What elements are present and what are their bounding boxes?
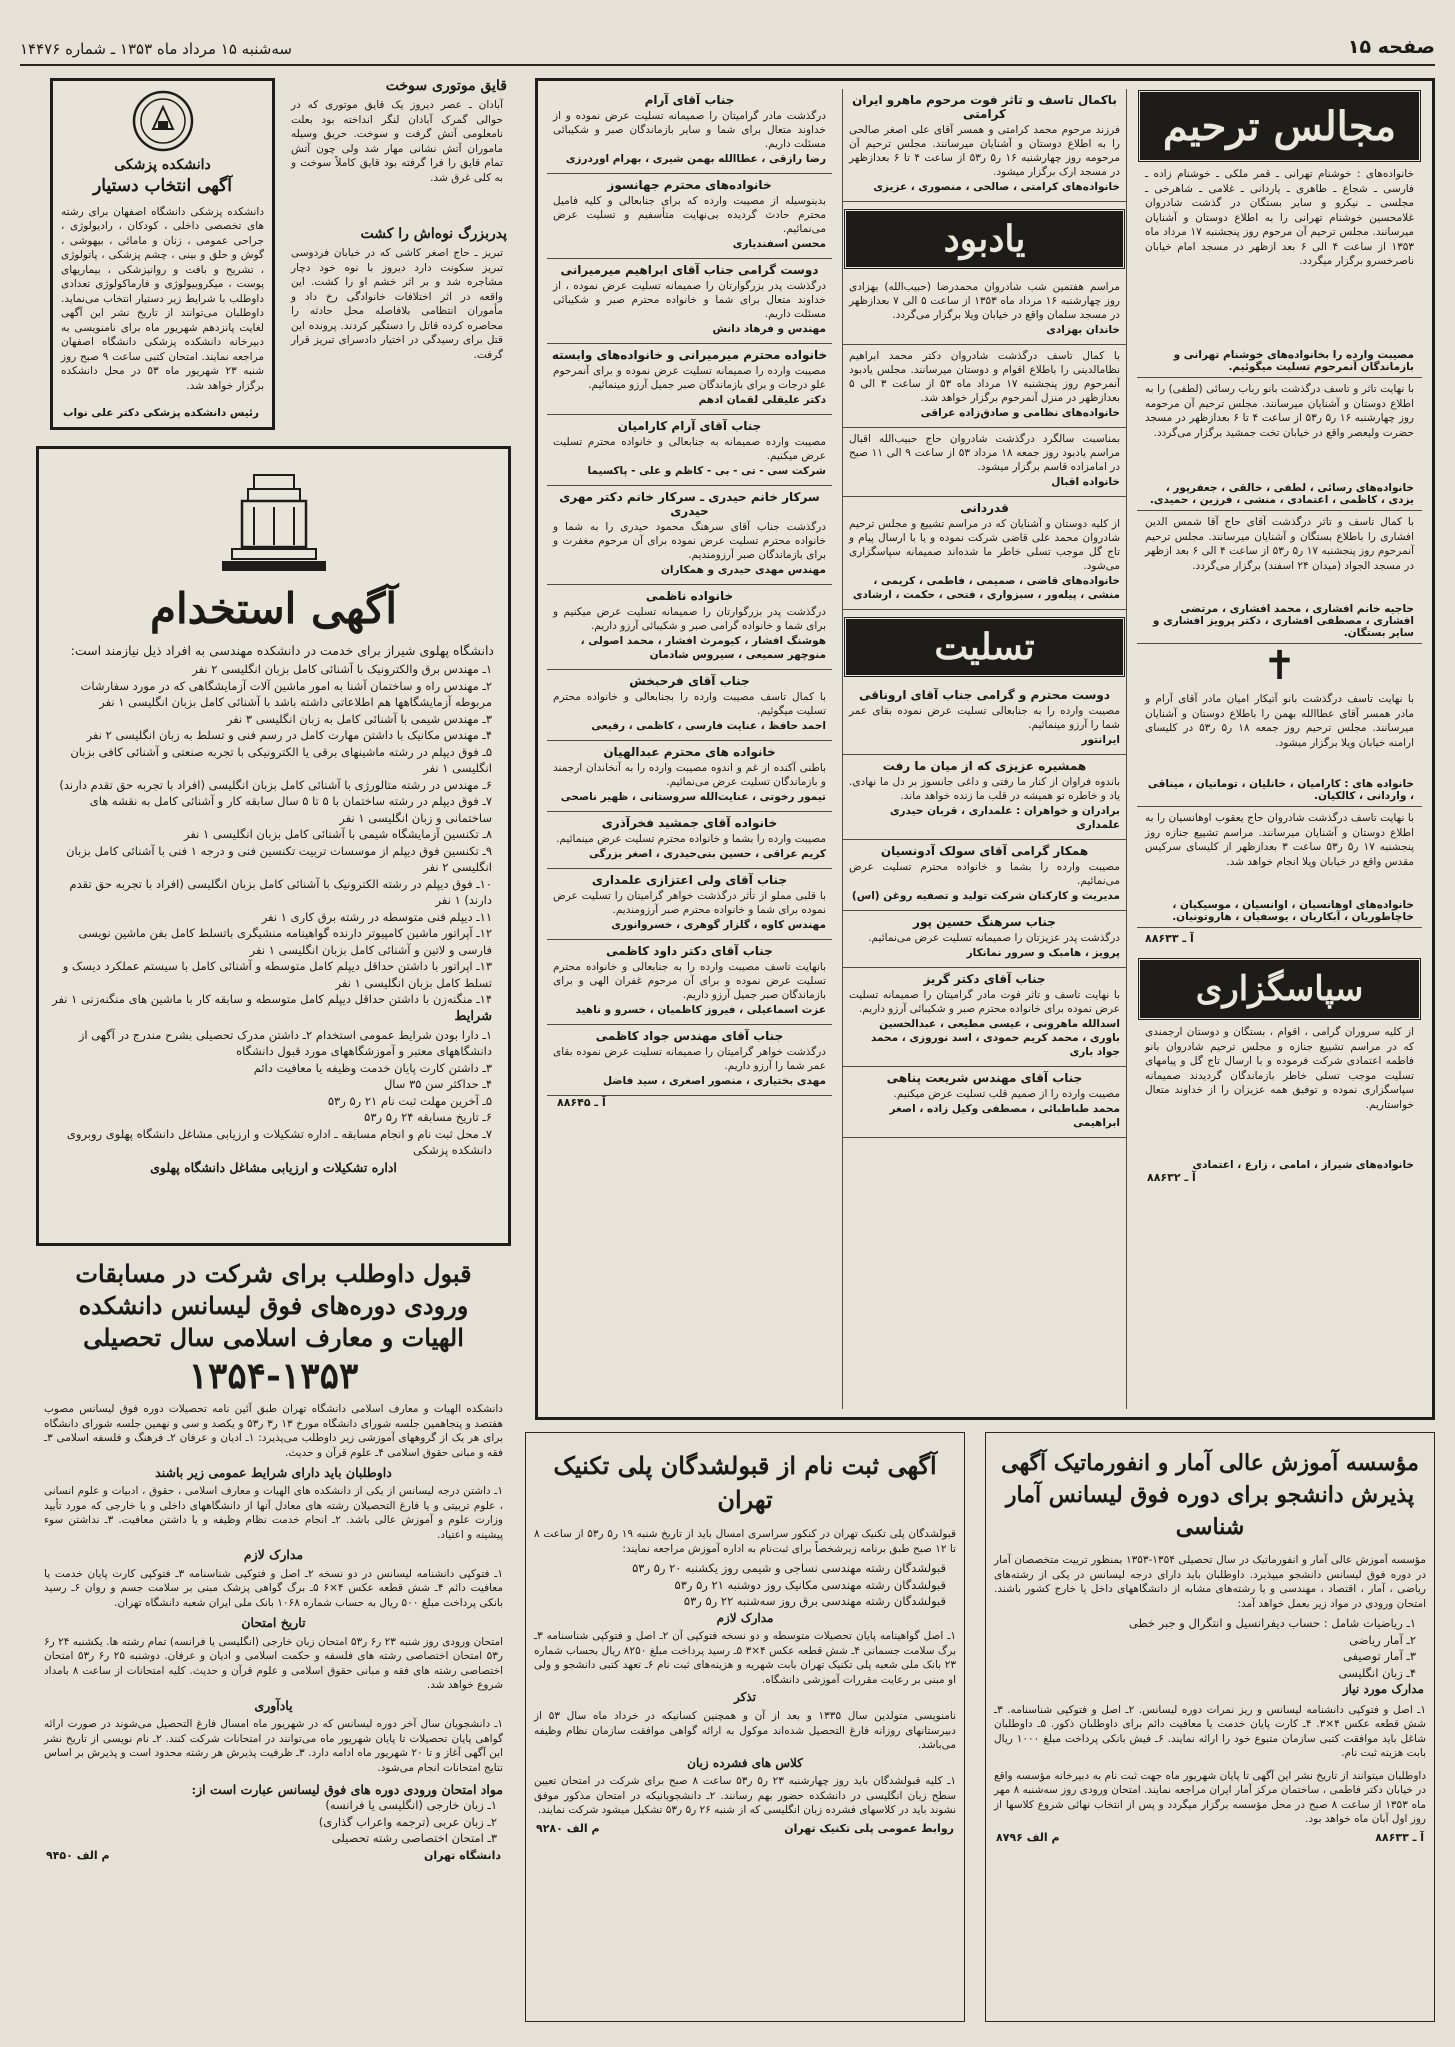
memorial-list (547, 89, 832, 1096)
pahlavi-emblem (39, 449, 508, 581)
notice-title: جناب آقای آرام (644, 93, 735, 107)
university-emblem (53, 81, 272, 153)
notice-title: جناب سرهنگ حسین پور (913, 915, 1056, 929)
subject-item: ۲ـ آمار ریاضی (1349, 1632, 1416, 1647)
condolence-notice (843, 755, 1126, 840)
notice-title: خانواده های محترم عبدالهیان (603, 745, 776, 759)
position-item: ۴ـ مهندس مکانیک با داشتن مهارت کامل در رسم فنی و تسلط به زبان انگلیسی ۲ نفر (86, 728, 492, 743)
statistics-docs: ۱ـ اصل و فتوکپی دانشنامه لیسانس و ریز نمرات دوره لیسانس. ۲ـ اصل و فتوکپی شناسنامه. ۳ـ شش قطعه عکس ۴×۳. ۴ـ کارت پایان خدمت یا معافیت دائم برای داوطلبان ذکور. ۵ـ داوطلبان شاغل باید موافقت کتبی سازمان متبوع خود را ارائه نمایند. ۶ـ فیش بانکی پرداخت مبلغ ۱۰۰۰ ریال بابت هزینه ثبت نام. (994, 1703, 1426, 1760)
notice-body: مصیبت وارده را بشما و خانواده محترم تسلیت عرض می‌نمائیم. (849, 861, 1120, 887)
position-item: ۱۲ـ آپراتور ماشین کامپیوتر دارنده گواهینامه منشیگری باتسلط کامل بفن ماشین نویسی فارسی و لاتین و آشنائی کامل بزبان انگلیسی ۱ نفر (78, 926, 492, 957)
news-title-1: قایق موتوری سوخت (385, 78, 507, 94)
cross-icon: ✝ (1262, 643, 1297, 689)
notice-sign: محمد طباطبائی ، مصطفی وکیل زاده ، اصغر ابراهیمی (889, 1103, 1120, 1129)
statistics-footer-left: م الف ۸۷۹۶ (996, 1830, 1060, 1844)
banner-yadbood: یادبود (843, 208, 1126, 270)
tarhim-fifth-families: خانواده‌های اوهانسیان ، اوانسیان ، موسیکیان ، خاچاطوریان ، آبکاریان ، یوسفیان ، هاروتونیان. (1137, 899, 1422, 928)
notice-sign: محسن اسفندیاری (732, 238, 826, 250)
notice-sign: مهدی بختیاری ، منصور اصغری ، سید فاضل (603, 1075, 826, 1087)
position-item: ۲ـ مهندس راه و ساختمان آشنا به امور ماشین آلات آزمایشگاهی که در مورد سفارشات مربوطه آزمایشگاهها هم اطلاعاتی داشته باشد با آشنائی کامل بزبان انگلیسی ۱ نفر (80, 678, 492, 710)
thanks-notice (843, 497, 1126, 610)
condition-item: ۴ـ حداکثر سن ۳۵ سال (383, 1077, 492, 1092)
notice-title: همکار گرامی آقای سولک آدونسیان (880, 844, 1089, 858)
news-body-1: آبادان ـ عصر دیروز یک قایق موتوری که در حوالی گمرک آبادان لنگر انداخته بود بعلت نامعلومی آتش گرفت و سوخت. حریق وسیله ماموران آتش نشانی مهار شد ولی چون آتش تمام قایق را فرا گرفته بود قایق کاملاً سوخت و به کلی غرق شد. (291, 99, 503, 184)
ad-signature: رئیس دانشکده پزشکی دکتر علی نواب (63, 406, 259, 419)
notice-sign: خانواده‌های کرامتی ، صالحی ، منصوری ، عزیزی (873, 181, 1120, 193)
notice-body: با نهایت تاسف و تاثر فوت مادر گرامیتان را صمیمانه تسلیت عرض نموده برای خانواده محترم صبر و شکیبائی آرزو داریم. (849, 989, 1120, 1015)
notice-sign: مدیریت و کارکنان شرکت تولید و تصفیه روغن (اس) (851, 890, 1120, 902)
exam-subjects (36, 1797, 511, 1847)
exam-title: مواد امتحان ورودی دوره های فوق لیسانس عبارت است از: (191, 1782, 503, 1797)
section-title: داوطلبان باید دارای شرایط عمومی زیر باشند (155, 1465, 392, 1480)
notice-body: مصیبت وارده را از صمیم قلب تسلیت عرض میکنیم. (893, 1088, 1120, 1100)
position-item: ۱ـ مهندس برق والکترونیک با آشنائی کامل بزبان انگلیسی ۲ نفر (192, 662, 492, 677)
condolence-notice (547, 486, 832, 585)
tarhim-intro: خانواده‌های : خوشنام تهرانی ـ قمر ملکی ـ خوشنام زاده ـ فارسی ـ شجاع ـ طاهری ـ یاردانی ـ غلامی ـ شاهرخی ـ مجلسی ـ نیکرو و سایر بستگان در گذشت شادروان غلامحسین خوشنام تهرانی را به اطلاع دوستان و آشنایان میرسانند. مجلس ترحیم آن مرحوم روز پنجشنبه ۱۷ مرداد ماه ۱۳۵۳ از ساعت ۴ الی ۶ بعد ازظهر در مسجد امام خیابان ناصرخسرو برگزار میگردد. (1145, 168, 1415, 267)
condolence-notice (843, 968, 1126, 1067)
sepasgozari-family: خانواده‌های شیراز ، امامی ، زارع ، اعتمادی (1192, 1159, 1414, 1171)
notice-body: فرزند مرحوم محمد کرامتی و همسر آقای علی اصغر صالحی را به اطلاع دوستان و آشنایان میرسانند. مجلس ترحیم آن مرحومه روز چهارشنبه ۱۶ ر۵ ر۵۳ از ساعت ۴ تا ۶ بعدازظهر در مسجد ارک برگزار میشود. (849, 124, 1120, 178)
elahiat-intro: دانشکده الهیات و معارف اسلامی دانشگاه تهران طبق آئین نامه تحصیلات دوره فوق لیسانس مصوب هفتصد و پنجاهمین جلسه شورای دانشگاه مورخ ۱۳ ر۳ ر۵۳ و یکصد و سی و نهمین جلسه شورای دانشگاه برای هر یک از گروههای آموزشی زیر داوطلب می‌پذیرد: ۱ـ ادیان و عرفان ۲ـ فرهنگ و فلسفه اسلامی ۳ـ فقه و مبانی حقوق اسلامی ۴ـ علوم قرآن و حدیث. (44, 1403, 504, 1459)
notice-body: باطنی آکنده از غم و اندوه مصیبت وارده را به آنخاندان ارجمند و بازماندگان تسلیت عرض می‌نمائیم. (553, 762, 826, 788)
notice-title: خانواده ناظمی (645, 589, 734, 603)
condolence-notice (843, 1067, 1126, 1138)
statistics-footer-right: آ ـ ۸۸۶۳۳ (1375, 1830, 1424, 1844)
section-body: امتحان ورودی روز شنبه ۲۳ ر۶ ر۵۳ امتحان زبان خارجی (انگلیسی یا فرانسه) تمام رشته ها. یکشنبه ۲۴ ر۶ ر۵۳ امتحان اختصاصی رشته های فلسفه و حکمت اسلامی و ادیان و عرفان. دوشنبه ۲۵ ر۶ ر۵۳ امتحان اختصاصی رشته های فقه و مبانی حقوق اسلامی و علوم قرآن و حدیث. کلیه امتحانات از ساعت ۸ بامداد شروع خواهد شد. (44, 1635, 503, 1692)
employment-title: آگهی استخدام (149, 584, 398, 633)
employment-signature: اداره تشکیلات و ارزیابی مشاغل دانشگاه پهلوی (150, 1159, 397, 1175)
condolence-notice (547, 940, 832, 1025)
condition-item: ۶ـ تاریخ مسابقه ۲۴ ر۵ ر۵۳ (364, 1110, 492, 1125)
section-body: ۱ـ دانشجویان سال آخر دوره لیسانس که در شهریور ماه امسال فارغ التحصیل می‌شوند در صورت ارائه گواهی پایان تحصیلات تا پایان شهریور ماه می‌توانند در امتحانات شرکت کنند. ۲ـ نام نویسی از تاریخ نشر این آگهی آغاز و تا ۲۰ شهریور ماه ادامه دارد. ۳ـ ظرفیت پذیرش هر رشته محدود است و پذیرش بر اساس نتایج امتحانات انجام می‌شود. (44, 1718, 503, 1774)
condolence-notice (547, 869, 832, 940)
page-label: صفحه ۱۵ (1347, 36, 1435, 58)
notice-sign: ایرانتور (1081, 734, 1120, 746)
statistics-subjects (986, 1615, 1434, 1681)
condolence-notice (547, 741, 832, 812)
position-item: ۱۱ـ دیپلم فنی متوسطه در رشته برق کاری ۱ نفر (261, 909, 492, 924)
yadbood-second-family: خانواده‌های نظامی و صادق‌زاده عراقی (920, 407, 1120, 419)
news-title-2: پدربزرگ نوه‌اش را کشت (360, 226, 507, 243)
obituary-section (535, 78, 1435, 1420)
tarhim-third: با کمال تاسف و تاثر درگذشت آقای حاج آقا شمس الدین افشاری را باطلاع بستگان و آشنایان میرسانند. مجلس ترحیم آنمرحوم روز پنجشنبه ۱۷ ر۵ ر۵۳ از ساعت ۴ الی ۶ بعد ازظهر در مسجد الجواد (میدان ۲۴ اسفند) برگزار می‌گردد. (1145, 516, 1414, 572)
position-item: ۱۴ـ منگنه‌زن با داشتن حداقل دیپلم کامل متوسطه و سابقه کار با ماشین های منگنه‌زنی ۱ نفر (52, 992, 492, 1007)
notice-title: دوست گرامی جناب آقای ابراهیم میرمیرانی (560, 263, 819, 277)
banner-sepasgozari: سپاسگزاری (1137, 957, 1422, 1021)
notice-sign: رضا رازقی ، عطاالله بهمن شیری ، بهرام اوردرزی (565, 153, 826, 165)
notice-body: درگذشت مادر گرامیتان را صمیمانه تسلیت عرض نموده و از خداوند متعال برای شما و سایر بازماندگان صبر و شکیبائی مسئلت داریم. (553, 110, 826, 150)
condolence-notice (547, 174, 832, 259)
notice-title: دوست محترم و گرامی جناب آقای اروناقی (858, 688, 1111, 702)
tarhim-column (1137, 89, 1422, 1409)
notice-body: با کمال تاسف مصیبت وارده را بجنابعالی و خانواده محترم تسلیت میگوئیم. (553, 691, 826, 717)
statistics-closing: داوطلبان میتوانند از تاریخ نشر این آگهی تا پایان شهریور ماه جهت ثبت نام به دبیرخانه مؤسسه واقع در خیابان دکتر فاطمی ، ساختمان مرکز آمار ایران مراجعه نمایند. امتحان ورودی روز سه‌شنبه ۸ مهر ماه ۱۳۵۳ از ساعت ۸ صبح در محل مؤسسه برگزار میگردد و پس از انتخاب نهائی شروع کلاسها از روز اول آبان ماه خواهد بود. (994, 1769, 1427, 1826)
polytechnic-docs: ۱ـ اصل گواهینامه پایان تحصیلات متوسطه و دو نسخه فتوکپی آن ۲ـ اصل و فتوکپی شناسنامه ۳ـ برگ سلامت جسمانی ۴ـ شش قطعه عکس ۴×۳ ۵ـ رسید پرداخت مبلغ ۸۲۵۰ ریال بحساب شماره ۲۳ بانک ملی شعبه پلی تکنیک تهران بابت شهریه و هزینه‌های ثبت نام ۶ـ تعهد کتبی دانشجو و ولی او مبنی بر رعایت مقررات آموزشی دانشگاه. (534, 1630, 957, 1686)
polytechnic-note-title: تذکر (734, 1690, 756, 1705)
notice-sign: هوشنگ افشار ، کیومرث افشار ، محمد اصولی ، منوچهر سمیعی ، سیروس شادمان (580, 635, 826, 661)
statistics-docs-title: مدارک مورد نیاز (1342, 1682, 1424, 1696)
schedule-item: قبولشدگان رشته مهندسی برق روز سه‌شنبه ۲۲ ر۵ ر۵۳ (683, 1594, 946, 1608)
schedule-item: قبولشدگان رشته مهندسی نساجی و شیمی روز یکشنبه ۲۰ ر۵ ر۵۳ (632, 1561, 946, 1575)
notice-sign: تیمور رخوتی ، عنایت‌الله سروستانی ، ظهیر ناصحی (560, 791, 826, 803)
elahiat-footer-left: م الف ۹۴۵۰ (46, 1848, 110, 1862)
tarhim-third-families: حاجیه خانم افشاری ، محمد افشاری ، مرتضی افشاری ، مصطفی افشاری ، دکتر پرویز افشاری و سایر بستگان. (1137, 603, 1422, 644)
condition-item: ۷ـ محل ثبت نام و انجام مسابقه ـ اداره تشکیلات و ارزیابی مشاغل دانشگاه پهلوی روبروی دانشکده پزشکی (66, 1126, 492, 1158)
condolence-notice (547, 812, 832, 869)
notice-body: باندوه فراوان از کنار ما رفتی و داغی جانسوز بر دل ما نهادی. یاد و خاطره تو همیشه در قلب ما زنده خواهد ماند. (849, 776, 1120, 802)
notice-body: درگذشت جناب آقای سرهنگ محمود حیدری را به شما و خانواده محترم تسلیت عرض نموده برای آن مرحوم مغفرت و برای بازماندگان صبر آرزومندیم. (553, 521, 826, 561)
notice-body: مصیبت وارده را بشما و خانواده محترم تسلیت عرض مینمائیم. (556, 833, 826, 845)
yadbood-family: خاندان بهزادی (1046, 324, 1120, 336)
banner-tasliat: تسلیت (843, 616, 1126, 678)
notice-sign: مهندس و فرهاد دانش (712, 323, 826, 335)
condolence-notice (843, 911, 1126, 968)
yadbood-second: با کمال تاسف درگذشت شادروان دکتر محمد ابراهیم نظامالدینی را باطلاع اقوام و دوستان میرسانند. مجلس یادبود آنمرحوم روز پنجشنبه ۱۷ مرداد ماه ۵۳ از ساعت ۳ الی ۵ بعدازظهر در منزل آنمرحوم برگزار خواهد شد. (849, 350, 1120, 404)
news-column (283, 78, 511, 430)
position-item: ۳ـ مهندس شیمی با آشنائی کامل به زبان انگلیسی ۳ نفر (226, 711, 492, 726)
ad-title: دانشکده پزشکی (114, 157, 211, 173)
polytechnic-footer-code: م الف ۹۲۸۰ (536, 1821, 600, 1835)
tarhim-code: آ ـ ۸۸۶۳۳ (1145, 932, 1194, 945)
notice-body: درگذشت خواهر گرامیتان را صمیمانه تسلیت عرض نموده بقای عمر شما را آرزو داریم. (553, 1046, 826, 1072)
notice-title: باکمال تاسف و تاثر فوت مرحوم ماهرو ایران کرامتی (852, 93, 1117, 121)
thanks-title: قدردانی (960, 501, 1009, 515)
yadbood-body: مراسم هفتمین شب شادروان محمدرضا (حبیب‌الله) بهزادی روز چهارشنبه ۱۶ مرداد ماه ۱۳۵۳ از ساعت ۵ الی ۷ بعدازظهر در مسجد سلمان واقع در خیابان ویلا برگزار می‌گردد. (849, 281, 1120, 321)
conditions-title: شرایط (454, 1008, 492, 1024)
memorial-column (547, 89, 832, 1409)
employment-conditions (39, 1027, 508, 1159)
news-body-2: تبریز ـ حاج اصغر کاشی که در خیابان فردوسی تبریز سکونت دارد دیروز با نوه خود دچار مشاجره شد و بر اثر خشم او را کشت. این واقعه در اثر اختلافات خانوادگی رخ داد و مأموران انتظامی بلافاصله محل حادثه را محاصره کرده قاتل را دستگیر کردند. پرونده این قتل برای رسیدگی در اختیار دادسرای تبریز قرار گرفت. (291, 247, 503, 361)
yadbood-third-family: خانواده اقبال (1051, 476, 1120, 488)
polytechnic-title: آگهی ثبت نام از قبولشدگان پلی تکنیک تهران (553, 1451, 937, 1514)
notice-title: سرکار خانم حیدری ـ سرکار خانم دکتر مهری حیدری (559, 490, 820, 518)
employment-ad (36, 446, 511, 1246)
statistics-footer (986, 1831, 1434, 1844)
yadbood-notice (843, 345, 1126, 428)
condolence-notice (843, 684, 1126, 755)
notice-body: بدینوسیله از مصیبت وارده که برای جنابعالی و کلیه فامیل محترم حادث گردیده بی‌نهایت متأسفیم و تسلیت عرض می‌نمائیم. (553, 195, 826, 235)
polytechnic-intro: قبولشدگان پلی تکنیک تهران در کنکور سراسری امسال باید از تاریخ شنبه ۱۹ ر۵ ر۵۳ از ساعت ۸ تا ۱۲ صبح طبق برنامه زیرشخصاً برای ثبت‌نام به اداره آموزش مراجعه نمایند: (534, 1528, 956, 1555)
polytechnic-docs-title: مدارک لازم (716, 1610, 774, 1625)
notice-body: مصیبت وارده را صمیمانه تسلیت عرض نموده و برای آنمرحوم علو درجات و برای بازماندگان صبر جمیل آرزو مینمائیم. (553, 365, 826, 391)
condolence-notice (547, 415, 832, 486)
notice-sign: مهندس مهدی حیدری و همکاران (660, 564, 826, 576)
notice-sign: شرکت سی - تی - بی - کاظم و علی - پاکسیما (587, 465, 826, 477)
notice-title: جناب آقای آرام کارامیان (617, 419, 762, 433)
notice-title: خانواده‌های محترم جهانسوز (607, 178, 772, 192)
condolence-notice (547, 344, 832, 415)
ad-subtitle: آگهی انتخاب دستیار (93, 176, 232, 197)
subject-item: ۳ـ آمار توصیفی (1342, 1649, 1416, 1663)
notice-body: با قلبی مملو از تأثر درگذشت خواهر گرامیتان را تسلیت عرض نموده برای شما و خانواده محترم صبر آرزومندیم. (553, 890, 826, 916)
position-item: ۱۰ـ فوق دیپلم در رشته الکترونیک با آشنائی کامل بزبان انگلیسی (افراد با تجربه حق تقدم دارند) ۱ نفر (69, 876, 492, 908)
notice-title: خانواده آقای جمشید فخرآذری (601, 816, 778, 830)
subject-item: ۱ـ ریاضیات شامل : حساب دیفرانسیل و انتگرال و جبر خطی (1128, 1616, 1416, 1630)
condolence-notice (547, 670, 832, 741)
position-item: ۵ـ فوق دیپلم در رشته ماشینهای برقی یا الکترونیکی با تجربه صنعتی و آشنائی کافی بزبان انگلیسی ۱ نفر (70, 744, 492, 776)
polytechnic-schedule (526, 1560, 964, 1610)
memorial-code: آ ـ ۸۸۶۴۵ (557, 1096, 606, 1109)
sepasgozari-body: از کلیه سروران گرامی ، اقوام ، بستگان و دوستان ارجمندی که در مراسم تشییع جنازه و مجلس ترحیم شادروان بانو فاطمه اعتمادی شرکت فرموده و با ارسال تاج گل و پیامهای تسلیت موجب تسلی خاطر بازماندگان گردیدند صمیمانه سپاسگزاری نموده و توفیق همه عزیزان را از خداوند متعال خواستاریم. (1145, 1026, 1414, 1111)
tarhim-closing: مصیبت وارده را بخانواده‌های خوشنام تهرانی و بازماندگان آنمرحوم تسلیت میگوئیم. (1137, 349, 1422, 378)
section-title: تاریخ امتحان (241, 1615, 306, 1631)
position-item: ۱۳ـ اپراتور با داشتن حداقل دیپلم کامل متوسطه و آشنائی کامل با سیستم عملکرد دیسک و تسلط کامل بزبان انگلیسی ۱ نفر (62, 959, 492, 990)
notice-sign: دکتر علیقلی لقمان ادهم (698, 394, 826, 406)
employment-positions (39, 659, 508, 1008)
sepasgozari-code: آ ـ ۸۸۶۳۲ (1147, 1171, 1196, 1184)
position-item: ۶ـ مهندس در رشته متالورژی با آشنائی کامل بزبان انگلیسی (افراد با تجربه حق تقدم دارند) (59, 777, 492, 792)
notice-title: جناب آقای دکتر داود کاظمی (606, 944, 773, 958)
tarhim-second-families: خانواده‌های رسائی ، لطفی ، خالقی ، جعفرپور ، یزدی ، کاظمی ، اعتمادی ، منشی ، فرزین ، حمیدی. (1137, 482, 1422, 511)
notice-body: درگذشت پدر عزیزتان را صمیمانه تسلیت عرض می‌نمائیم. (868, 932, 1120, 944)
statistics-intro: مؤسسه آموزش عالی آمار و انفورماتیک در سال تحصیلی ۱۳۵۴-۱۳۵۳ بمنظور تربیت متخصصان آمار در دوره فوق لیسانس دانشجو میپذیرد. داوطلبان باید دارای درجه لیسانس در یکی از رشته‌های ریاضی ، آمار ، اقتصاد ، مهندسی و یا رشته‌های مشابه از دانشگاههای داخل یا خارج کشور باشند. امتحان ورودی در مواد زیر بعمل خواهد آمد: (994, 1554, 1426, 1610)
schedule-item: قبولشدگان رشته مهندسی مکانیک روز دوشنبه ۲۱ ر۵ ر۵۳ (674, 1577, 946, 1592)
notice-sign: اسدالله ماهرونی ، عیسی مطیعی ، عبدالحسین باوری ، محمد کریم حمودی ، اسد نوروزی ، محمد جواد باری (870, 1018, 1120, 1058)
section-title: مدارک لازم (243, 1547, 304, 1563)
notice-title: جناب آقای ولی اعتزازی علمداری (591, 873, 788, 887)
notice-title: همشیره عزیزی که از میان ما رفت (882, 759, 1087, 773)
condolence-notice (843, 840, 1126, 911)
elahiat-ad (36, 1258, 511, 2013)
polytechnic-footer (526, 1822, 964, 1835)
condolence-notice (547, 585, 832, 670)
tarhim-second: با نهایت تاثر و تاسف درگذشت بانو رباب رسائی (لطفی) را به اطلاع دوستان و آشنایان میرسانند. مجلس ترحیم آن مرحومه روز چهارشنبه ۱۶ ر۵ ر۵۳ از ساعت ۴ تا ۶ بعدازظهر در مسجد حضرت ولیعصر واقع در خیابان تخت جمشید برگزار می‌گردد. (1145, 383, 1414, 439)
condition-item: ۳ـ داشتن کارت پایان خدمت وظیفه یا معافیت دائم (253, 1060, 492, 1075)
elahiat-year: ۱۳۵۴-۱۳۵۳ (188, 1355, 359, 1397)
condolence-column (842, 89, 1127, 1409)
exam-item: ۳ـ امتحان اختصاصی رشته تحصیلی (331, 1831, 497, 1846)
notice-title: جناب آقای دکتر گریز (923, 972, 1046, 986)
yadbood-third: بمناسبت سالگرد درگذشت شادروان حاج حبیب‌الله اقبال مراسم یادبود روز جمعه ۱۸ مرداد ۵۳ از ساعت ۹ الی ۱۱ صبح در امامزاده قاسم برگزار میشود. (849, 433, 1120, 473)
notice-title: جناب آقای مهندس جواد کاظمی (595, 1029, 784, 1043)
condition-item: ۵ـ آخرین مهلت ثبت نام ۲۱ ر۵ ر۵۳ (327, 1093, 492, 1108)
elahiat-title: قبول داوطلب برای شرکت در مسابقات ورودی دوره‌های فوق لیسانس دانشکده الهیات و معارف اسلامی سال تحصیلی (75, 1259, 472, 1352)
polytechnic-note: نامنویسی متولدین سال ۱۳۳۵ و بعد از آن و همچنین کسانیکه در خرداد ماه سال ۵۳ از دبیرستانهای روزانه فارغ التحصیل شده‌اند موکول به ارائه گواهی موافقت سازمان نظام وظیفه می‌باشد. (534, 1710, 957, 1752)
masthead (20, 36, 1435, 66)
banner-majales-tarhim: مجالس ترحیم (1137, 89, 1422, 163)
polytechnic-class-body: ۱ـ کلیه قبولشدگان باید روز چهارشنبه ۲۳ ر۵ ر۵۳ ساعت ۸ صبح برای شرکت در امتحان تعیین سطح زبان انگلیسی در دانشکده حضور بهم رسانند. ۲ـ دانشجویانیکه در امتحان مذکور موفق نشوند باید در کلاسهای فشرده زبان انگلیسی که از شنبه ۲۶ ر۵ ر۵۳ تشکیل میشود شرکت نمایند. (534, 1775, 956, 1817)
tarhim-fifth: با نهایت تاسف درگذشت شادروان حاج یعقوب اوهانسیان را به اطلاع دوستان و آشنایان میرسانند. مراسم تشییع جنازه روز پنجشنبه ۱۷ ر۵ ر۵۳ ساعت ۳ بعدازظهر از کلیسای سرکیس مقدس واقع در خیابان ویلا انجام خواهد شد. (1145, 812, 1414, 868)
position-item: ۷ـ فوق دیپلم در رشته ساختمان با ۵ تا ۵ سال سابقه کار و آشنائی کامل به نقشه های ساختمانی و زبان انگلیسی ۱ نفر (89, 794, 492, 825)
notice-body: بانهایت تاسف مصیبت وارده را به جنابعالی و خانواده محترم تسلیت عرض نموده و برای آن مرحوم غفران الهی و برای بازماندگان صبر جمیل آرزو داریم. (553, 961, 826, 1001)
thanks-family: خانواده‌های قاضی ، صمیمی ، فاطمی ، کریمی ، منشی ، پیله‌ور ، سبزواری ، فتحی ، حکمت ، ارشادی (852, 575, 1120, 601)
exam-item: ۲ـ زبان عربی (ترجمه واعراب گذاری) (318, 1814, 497, 1829)
section-title: یادآوری (254, 1697, 293, 1713)
position-item: ۹ـ تکنسین فوق دیپلم از موسسات تربیت تکنسین فنی و درجه ۱ فنی با آشنائی کامل بزبان انگلیسی ۲ نفر (66, 843, 492, 875)
notice-sign: کریم عراقی ، حسین بنی‌حیدری ، اصغر بزرگی (588, 848, 826, 860)
statistics-title: مؤسسه آموزش عالی آمار و انفورماتیک آگهی پذیرش دانشجو برای دوره فوق لیسانس آمار شناسی (1001, 1450, 1419, 1540)
notice-title: خانواده محترم میرمیرانی و خانواده‌های وابسته (551, 348, 828, 362)
notice-sign: مهندس کاوه ، گلزار گوهری ، خسروانوری (611, 919, 826, 931)
position-item: ۸ـ تکنسین آزمایشگاه شیمی با آشنائی کامل بزبان انگلیسی ۱ نفر (184, 827, 492, 842)
employment-intro: دانشگاه پهلوی شیراز برای خدمت در دانشکده مهندسی به افراد ذیل نیازمند است: (70, 643, 494, 659)
notice-body: مصیبت وارده صمیمانه به جنابعالی و خانواده محترم تسلیت عرض میکنیم. (553, 436, 826, 462)
condition-item: ۱ـ دارا بودن شرایط عمومی استخدام ۲ـ داشتن مدرک تحصیلی بشرح مندرج در آگهی از دانشگاههای معتبر و آموزشگاههای مورد قبول دانشگاه (78, 1027, 492, 1059)
subject-item: ۴ـ زبان انگلیسی (1338, 1665, 1416, 1680)
section-body: ۱ـ فتوکپی دانشنامه لیسانس در دو نسخه ۲ـ اصل و فتوکپی شناسنامه ۳ـ فتوکپی کارت پایان خدمت یا معافیت دائم ۴ـ شش قطعه عکس ۴×۶ ۵ـ برگ گواهی پزشک مبنی بر سلامت جسم و روان ۶ـ رسید بانکی پرداخت مبلغ ۵۰۰ ریال به حساب شماره ۱۰۶۸ بانک ملی ایران شعبه دانشگاه تهران. (44, 1567, 503, 1609)
notice-title: جناب آقای فرحبخش (629, 674, 750, 688)
section-body: ۱ـ داشتن درجه لیسانس از یکی از دانشکده های الهیات و معارف اسلامی ، حقوق ، ادبیات و علوم انسانی ، علوم تربیتی و یا فارغ التحصیلان رشته های معادل آنها از دانشگاههای داخلی و یا خارجی که مورد تأیید وزارت علوم و آموزش عالی باشد. ۲ـ انجام خدمت نظام وظیفه و یا داشتن معافیت. ۳ـ نداشتن سوء پیشینه و اعتیاد. (44, 1485, 503, 1541)
polytechnic-footer-right: روابط عمومی پلی تکنیک تهران (784, 1821, 954, 1835)
notice-sign: پرویز ، هامبک و سرور نمانکار (966, 947, 1120, 959)
medical-assistant-ad (50, 78, 275, 430)
notice-sign: برادران و خواهران : علمداری ، قربان حیدری علمداری (889, 805, 1120, 831)
notice-body: درگذشت پدر بزرگوارتان را صمیمانه تسلیت عرض میکنیم و برای شما و خانواده گرامی صبر و شکیبائی آرزو داریم. (553, 606, 826, 632)
elahiat-footer (36, 1847, 511, 1864)
issue-line: سه‌شنبه ۱۵ مرداد ماه ۱۳۵۳ ـ شماره ۱۴۴۷۶ (20, 40, 292, 58)
notice-sign: احمد حافظ ، عنایت فارسی ، کاظمی ، رفیعی (591, 720, 826, 732)
notice-body: مصیبت وارده را به جنابعالی تسلیت عرض نموده بقای عمر شما را آرزو مینمائیم. (849, 705, 1120, 731)
condolence-list (843, 684, 1126, 1138)
elahiat-footer-right: دانشگاه تهران (424, 1848, 501, 1862)
condolence-notice (547, 259, 832, 344)
statistics-ad (985, 1432, 1435, 2022)
elahiat-sections (36, 1464, 511, 1779)
ad-body: دانشکده پزشکی دانشگاه اصفهان برای رشته های تخصصی داخلی ، کودکان ، رادیولوژی ، جراحی عمومی ، زنان و مامائی ، بیهوشی ، گوش و حلق و بینی ، چشم پزشکی ، پاتولوژی ، تشریح و بافت و روانپزشکی ، بیماریهای پوست ، میکروبیولوژی و فارماکولوژی تعدادی داوطلب با شرایط زیر دستیار انتخاب می‌نماید. داوطلبان می‌توانند از تاریخ نشر این آگهی لغایت پانزدهم شهریور ماه برای نامنویسی به دبیرخانه دانشکده پزشکی دانشگاه اصفهان مراجعه نمایند. امتحان کتبی ساعت ۹ صبح روز شنبه ۲۳ شهریور ماه ۵۳ در محل دانشکده برگزار خواهد شد. (61, 205, 265, 392)
exam-item: ۱ـ زبان خارجی (انگلیسی یا فرانسه) (325, 1798, 497, 1813)
condolence-notice (547, 1025, 832, 1096)
tarhim-fourth-families: خانواده های : کارامیان ، خانلیان ، تومانیان ، میناقی ، واردانی ، کالکیان. (1137, 778, 1422, 807)
condolence-notice (547, 89, 832, 174)
notice-body: درگذشت پدر بزرگوارتان را صمیمانه تسلیت عرض نموده ، از خداوند متعال برای شما و خانواده محترم صبر و شکیبائی مسئلت داریم. (553, 280, 826, 320)
tarhim-fourth: با نهایت تاسف درگذشت بانو آتیکار امیان مادر آقای آرام و مادر همسر آقای عطاالله بهمن را باطلاع دوستان و آشنایان میرسانند. مجلس ترحیم روز جمعه ۱۸ ر۵ ر۵۳ در کلیسای ارامنه خیابان ویلا برگزار میشود. (1145, 693, 1414, 749)
polytechnic-class-title: کلاس های فشرده زبان (687, 1755, 803, 1770)
yadbood-notice (843, 428, 1126, 497)
yadbood-notice (843, 276, 1126, 345)
notice-sign: عزت اسماعیلی ، فیروز کاظمیان ، خسرو و ناهید (575, 1004, 826, 1016)
polytechnic-ad (525, 1432, 965, 2022)
condolence-notice (843, 89, 1126, 202)
notice-title: جناب آقای مهندس شریعت پناهی (886, 1071, 1083, 1085)
thanks-body: از کلیه دوستان و آشنایان که در مراسم تشییع و مجلس ترحیم شادروان محمد علی قاضی شرکت نموده و یا با ارسال پیام و تاج گل موجب تسلی خاطر ما شده‌اند صمیمانه سپاسگزاری می‌شود. (849, 518, 1120, 572)
